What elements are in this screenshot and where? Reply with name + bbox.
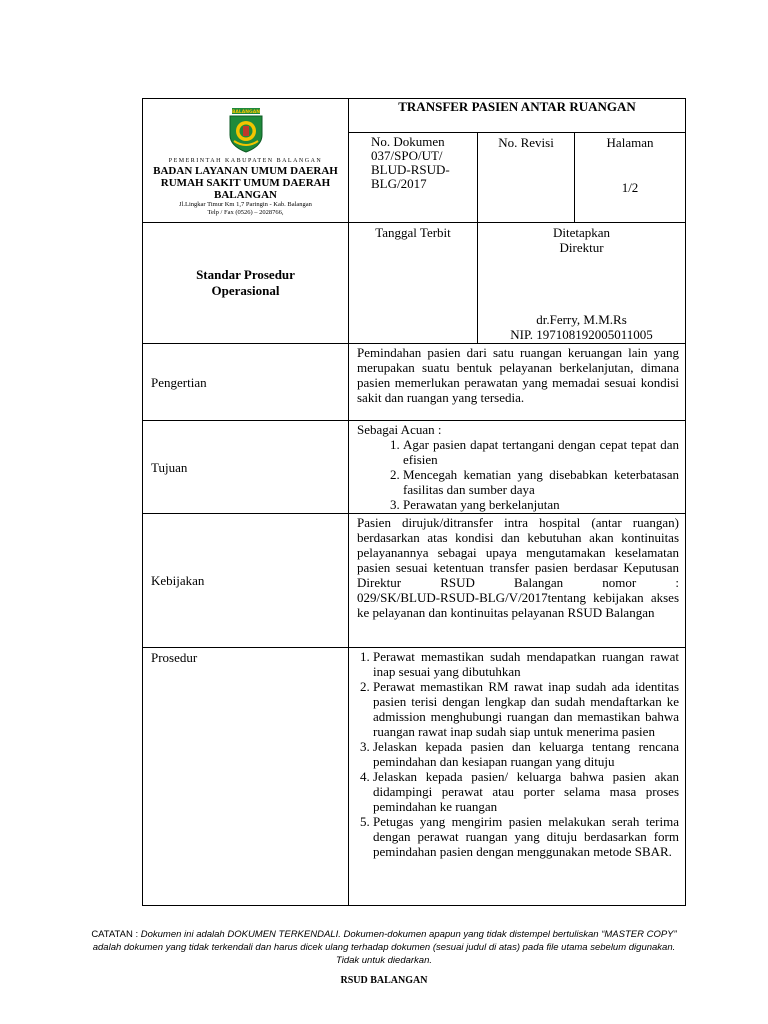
tujuan-list <box>357 437 679 512</box>
pengertian-label: Pengertian <box>143 344 349 421</box>
kebijakan-content <box>349 514 686 648</box>
document-number-line: BLUD-RSUD- <box>371 162 450 177</box>
approval-cell <box>478 223 686 344</box>
institution-name-line: RUMAH SAKIT UMUM DAERAH <box>160 177 331 189</box>
kebijakan-decree-text: 029/SK/BLUD-RSUD-BLG/V/2017tentang kebijakan akses ke pelayanan dan kontinuitas pelayanan RSUD Balangan <box>357 590 680 620</box>
footer-organization: RSUD BALANGAN <box>340 975 428 986</box>
tujuan-label: Tujuan <box>143 421 349 514</box>
page-value: 1/2 <box>621 180 639 195</box>
institution-header-cell <box>143 99 349 223</box>
kebijakan-text: Pasien dirujuk/ditransfer intra hospital (antar ruangan) berdasarkan atas kondisi dan kebutuhan akan kontinuitas pelayanannya sebagai upaya mengutamakan keselamatan pasien sesuai ketentuan transfer pasien berdasar Keputusan Direktur RSUD Balangan nomor : <box>357 515 680 590</box>
footer-note <box>80 928 688 967</box>
list-item: 1. Perawat memastikan sudah mendapatkan ruangan rawat inap sesuai yang dibutuhkan <box>373 649 679 679</box>
address-line: Jl.Lingkar Timur Km 1,7 Paringin - Kab. Balangan <box>179 201 312 208</box>
document-number-line: 037/SPO/UT/ <box>371 148 443 163</box>
list-item: 2. Mencegah kematian yang disebabkan keterbatasan fasilitas dan sumber daya <box>403 467 679 497</box>
list-item: 4. Jelaskan kepada pasien/ keluarga bahwa pasien akan didampingi perawat atau porter selama masa proses pemindahan ke ruangan <box>373 769 679 814</box>
tujuan-intro: Sebagai Acuan : <box>357 422 442 437</box>
institution-name-line: BALANGAN <box>214 189 277 201</box>
issue-date-cell <box>349 223 478 344</box>
list-item: 1. Agar pasien dapat tertangani dengan cepat tepat dan efisien <box>403 437 679 467</box>
kebijakan-label: Kebijakan <box>143 514 349 648</box>
issue-date-label: Tanggal Terbit <box>375 225 451 240</box>
set-by-line: Direktur <box>559 240 604 255</box>
pengertian-text: Pemindahan pasien dari satu ruangan keruangan lain yang merupakan suatu bentuk pelayanan berkelanjutan, dimana pasien memerlukan perawatan yang memadai sesuai kondisi sakit dan ruangan yang tersedia. <box>349 344 686 421</box>
revision-cell <box>478 133 575 223</box>
footer-note-text: Dokumen ini adalah DOKUMEN TERKENDALI. Dokumen-dokumen apapun yang tidak distempel bertuliskan “MASTER COPY” adalah dokumen yang tidak terkendali dan harus dicek ulang terhadap dokumen (sesuai judul di atas) pada file utama sebelum digunakan. Tidak untuk diedarkan. <box>92 929 677 966</box>
signer-nip: NIP. 197108192005011005 <box>510 327 653 342</box>
list-item: 3. Perawatan yang berkelanjutan <box>403 497 679 512</box>
signature-block <box>478 312 685 342</box>
page-label: Halaman <box>606 135 654 150</box>
list-item: 5. Petugas yang mengirim pasien melakukan serah terima dengan perawat ruangan yang dituju berdasarkan form pemindahan pasien dengan menggunakan metode SBAR. <box>373 814 679 859</box>
sop-document-table <box>142 98 686 906</box>
document-number-line: BLG/2017 <box>371 176 427 191</box>
set-by-line: Ditetapkan <box>552 225 611 240</box>
list-item: 2. Perawat memastikan RM rawat inap sudah ada identitas pasien terisi dengan lengkap dan sudah mendaftarkan ke admission menghubungi ruangan dan memastikan bahwa ruangan rawat inap sudah siap untuk menerima pasien <box>373 679 679 739</box>
document-title: TRANSFER PASIEN ANTAR RUANGAN <box>349 99 686 133</box>
list-item: 3. Jelaskan kepada pasien dan keluarga tentang rencana pemindahan dan kesiapan ruangan yang dituju <box>373 739 679 769</box>
document-number-label: No. Dokumen <box>371 134 445 149</box>
document-number-cell <box>349 133 478 223</box>
spo-title-cell <box>143 223 349 344</box>
government-name: PEMERINTAH KABUPATEN BALANGAN <box>168 158 323 164</box>
footer-note-label: CATATAN : <box>91 929 141 940</box>
page-cell <box>575 133 686 223</box>
signer-name: dr.Ferry, M.M.Rs <box>536 312 627 327</box>
address-line: Telp / Fax (0526) – 2028766, <box>207 209 284 216</box>
logo-banner-text: BALANGAN <box>231 110 260 115</box>
spo-title-line: Operasional <box>211 283 280 298</box>
revision-label: No. Revisi <box>498 135 554 150</box>
spo-title-line: Standar Prosedur <box>196 267 295 282</box>
prosedur-list <box>351 649 679 859</box>
institution-name-line: BADAN LAYANAN UMUM DAERAH <box>153 165 338 177</box>
balangan-regency-emblem-icon <box>224 107 268 153</box>
prosedur-label: Prosedur <box>143 648 349 906</box>
tujuan-content <box>349 421 686 514</box>
prosedur-content <box>349 648 686 906</box>
